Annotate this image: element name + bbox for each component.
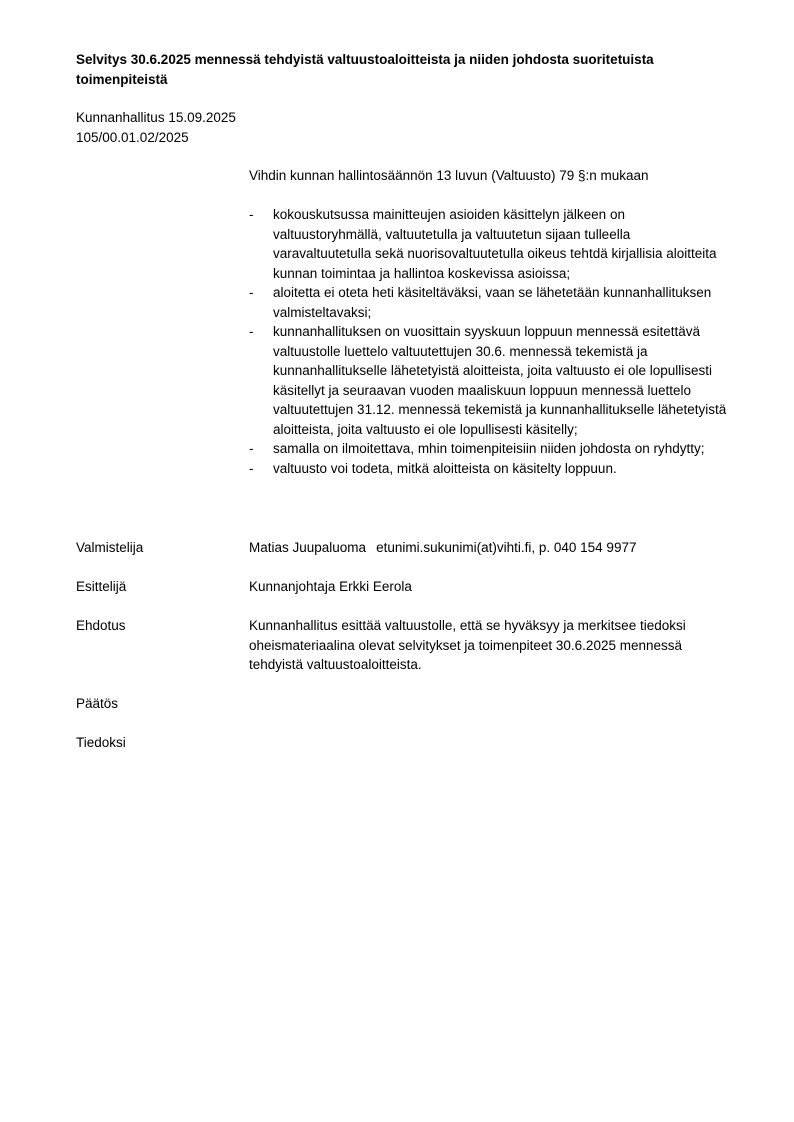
preparer-contact: etunimi.sukunimi(at)vihti.fi, p. 040 154 9977 xyxy=(376,540,637,555)
bullet-marker: - xyxy=(249,324,254,339)
regulation-list xyxy=(249,205,729,478)
bullet-marker: - xyxy=(249,285,254,300)
preparer-value xyxy=(249,538,736,558)
proposal-value: Kunnanhallitus esittää valtuustolle, että se hyväksyy ja merkitsee tiedoksi oheismateriaalina olevat selvitykset ja toimenpiteet 30.6.2025 mennessä tehdyistä valtuustoaloitteista. xyxy=(249,618,686,672)
decision-label: Päätös xyxy=(76,696,119,711)
list-item-text: kunnanhallituksen on vuosittain syyskuun loppuun mennessä esitettävä valtuustolle luettelo valtuutettujen 30.6. mennessä tekemistä ja kunnanhallitukselle lähetetyistä aloitteista, joita valtuusto ei ole lopullisesti käsitellyt ja seuraavan vuoden maaliskuun loppuun mennessä luettelo valtuutettujen 31.12. mennessä tekemistä ja kunnanhallitukselle lähetetyistä aloitteista, joita valtuusto ei ole lopullisesti käsitelly; xyxy=(273,324,727,437)
meeting-info xyxy=(76,108,236,148)
reference-number: 105/00.01.02/2025 xyxy=(76,130,189,145)
presenter-label: Esittelijä xyxy=(76,579,127,594)
intro-text: Vihdin kunnan hallintosäännön 13 luvun (Valtuusto) 79 §:n mukaan xyxy=(249,168,649,183)
meeting-date: Kunnanhallitus 15.09.2025 xyxy=(76,110,236,125)
list-item xyxy=(249,205,729,283)
document-title: Selvitys 30.6.2025 mennessä tehdyistä valtuustoaloitteista ja niiden johdosta suoritetuista toimenpiteistä xyxy=(76,52,654,87)
for-information-label: Tiedoksi xyxy=(76,735,126,750)
list-item-text: kokouskutsussa mainitteujen asioiden käsittelyn jälkeen on valtuustoryhmällä, valtuutetulla ja valtuutetun sijaan tulleella varavaltuutetulla sekä nuorisovaltuutetulla oikeus tehtdä kirjallisia aloitteita kunnan toimintaa ja hallintoa koskevissa asioissa; xyxy=(273,207,717,281)
list-item-text: samalla on ilmoitettava, mhin toimenpiteisiin niiden johdosta on ryhdytty; xyxy=(273,441,705,456)
proposal-label: Ehdotus xyxy=(76,618,126,633)
preparer-name: Matias Juupaluoma xyxy=(249,540,367,555)
list-item-text: valtuusto voi todeta, mitkä aloitteista on käsitelty loppuun. xyxy=(273,460,617,476)
list-item xyxy=(249,439,729,459)
list-item xyxy=(249,459,729,479)
bullet-marker: - xyxy=(249,460,254,476)
preparer-label: Valmistelija xyxy=(76,540,144,555)
list-item xyxy=(249,283,729,322)
bullet-marker: - xyxy=(249,207,254,222)
list-item-text: aloitetta ei oteta heti käsiteltäväksi, vaan se lähetetään kunnanhallituksen valmisteltavaksi; xyxy=(273,285,712,320)
list-item xyxy=(249,322,729,439)
presenter-value: Kunnanjohtaja Erkki Eerola xyxy=(249,579,412,594)
bullet-marker: - xyxy=(249,441,254,456)
